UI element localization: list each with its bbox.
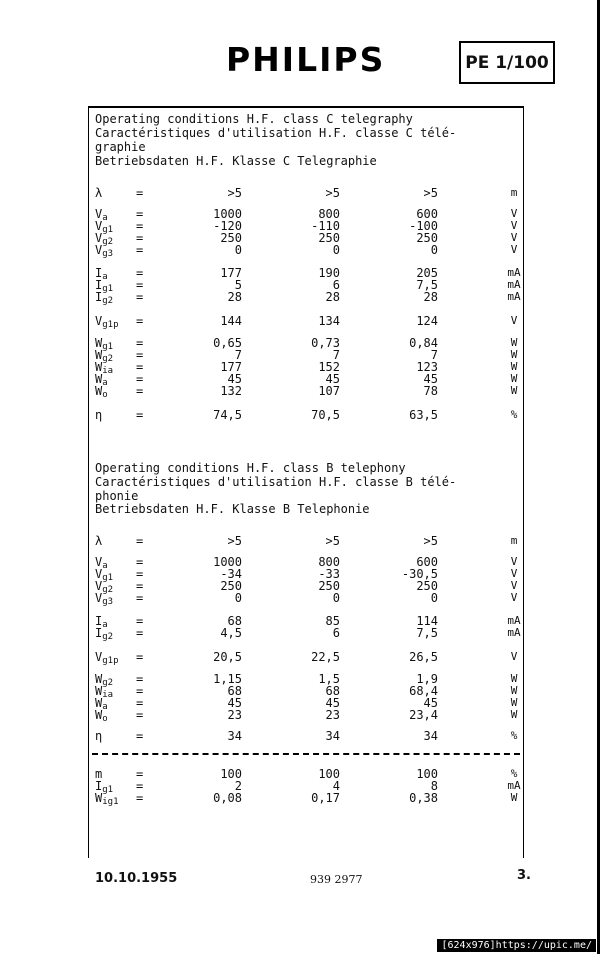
row-value-col2: 1,5 <box>318 672 340 686</box>
row-value-col2: 800 <box>318 207 340 221</box>
row-value-col2: 250 <box>318 579 340 593</box>
row-value-col3: 34 <box>423 729 438 743</box>
row-value-col1: >5 <box>227 534 242 548</box>
row-value-col1: 1000 <box>213 555 242 569</box>
symbol-letter: I <box>95 278 103 292</box>
row-equals: = <box>136 650 144 664</box>
row-unit: W <box>510 696 518 709</box>
row-equals: = <box>136 626 144 640</box>
row-unit: m <box>510 534 518 547</box>
symbol-subscript: g2 <box>102 237 114 247</box>
row-value-col3: -100 <box>409 219 438 233</box>
row-value-col1: 0,65 <box>213 336 242 350</box>
row-symbol <box>95 187 102 199</box>
row-unit: W <box>510 384 518 397</box>
row-symbol <box>95 385 108 401</box>
symbol-letter: V <box>95 314 103 328</box>
row-equals: = <box>136 348 144 362</box>
row-value-col1: 132 <box>220 384 242 398</box>
symbol-letter: I <box>95 266 103 280</box>
row-value-col3: -30,5 <box>401 567 438 581</box>
symbol-subscript: g2 <box>102 585 114 595</box>
row-value-col1: 2 <box>234 779 242 793</box>
heading-c-line-4: Betriebsdaten H.F. Klasse C Telegraphie <box>95 154 377 168</box>
row-value-col1: 0 <box>234 243 242 257</box>
symbol-letter: I <box>95 779 103 793</box>
row-value-col1: 0,08 <box>213 791 242 805</box>
row-value-col1: 250 <box>220 231 242 245</box>
row-unit: mA <box>507 626 521 639</box>
row-value-col3: 114 <box>416 614 438 628</box>
row-value-col3: 250 <box>416 579 438 593</box>
row-unit: V <box>510 591 518 604</box>
row-unit: % <box>510 408 518 421</box>
footer-page-number: 3. <box>517 868 531 883</box>
row-value-col1: -120 <box>213 219 242 233</box>
symbol-subscript: a <box>102 378 108 388</box>
row-value-col1: 250 <box>220 579 242 593</box>
row-value-col2: 100 <box>318 767 340 781</box>
row-value-col3: 0,84 <box>409 336 438 350</box>
row-symbol <box>95 651 119 667</box>
row-value-col3: 28 <box>423 290 438 304</box>
heading-b-line-1: Operating conditions H.F. class B telephony <box>95 461 406 475</box>
brand-logo: PHILIPS <box>226 40 386 79</box>
symbol-subscript: g2 <box>102 632 114 642</box>
row-equals: = <box>136 243 144 257</box>
row-equals: = <box>136 336 144 350</box>
symbol-subscript: o <box>102 714 108 724</box>
row-equals: = <box>136 729 144 743</box>
row-value-col3: 23,4 <box>409 708 438 722</box>
row-value-col1: 100 <box>220 767 242 781</box>
row-value-col3: 7 <box>430 348 438 362</box>
row-value-col3: 600 <box>416 555 438 569</box>
symbol-subscript: g1 <box>102 284 114 294</box>
symbol-letter: V <box>95 591 103 605</box>
row-value-col2: 250 <box>318 231 340 245</box>
row-value-col1: 74,5 <box>213 408 242 422</box>
row-equals: = <box>136 290 144 304</box>
row-unit: W <box>510 336 518 349</box>
symbol-subscript: a <box>102 272 108 282</box>
row-unit: V <box>510 231 518 244</box>
row-value-col2: 45 <box>325 372 340 386</box>
row-symbol <box>95 792 119 808</box>
row-value-col2: 152 <box>318 360 340 374</box>
row-value-col3: 26,5 <box>409 650 438 664</box>
symbol-letter: W <box>95 696 103 710</box>
row-equals: = <box>136 591 144 605</box>
symbol-letter: λ <box>95 534 103 548</box>
symbol-subscript: g1 <box>102 225 114 235</box>
row-equals: = <box>136 767 144 781</box>
symbol-letter: W <box>95 336 103 350</box>
row-value-col2: 4 <box>332 779 340 793</box>
row-value-col1: 23 <box>227 708 242 722</box>
row-value-col2: 70,5 <box>311 408 340 422</box>
row-unit: V <box>510 207 518 220</box>
row-equals: = <box>136 314 144 328</box>
symbol-letter: I <box>95 626 103 640</box>
row-unit: mA <box>507 614 521 627</box>
symbol-letter: W <box>95 348 103 362</box>
row-unit: mA <box>507 266 521 279</box>
row-value-col1: -34 <box>220 567 242 581</box>
row-value-col3: 250 <box>416 231 438 245</box>
row-equals: = <box>136 360 144 374</box>
row-value-col3: 0,38 <box>409 791 438 805</box>
row-value-col2: 0 <box>332 591 340 605</box>
symbol-subscript: ia <box>102 690 114 700</box>
row-value-col3: 100 <box>416 767 438 781</box>
row-unit: mA <box>507 278 521 291</box>
symbol-letter: η <box>95 729 103 743</box>
symbol-subscript: g1 <box>102 785 114 795</box>
row-value-col3: 7,5 <box>416 626 438 640</box>
row-equals: = <box>136 231 144 245</box>
row-value-col2: -33 <box>318 567 340 581</box>
heading-b-line-3: phonie <box>95 489 139 503</box>
footer-date: 10.10.1955 <box>95 871 178 886</box>
symbol-subscript: g2 <box>102 296 114 306</box>
row-symbol <box>95 535 102 547</box>
row-value-col3: 45 <box>423 372 438 386</box>
symbol-letter: V <box>95 650 103 664</box>
row-value-col3: 123 <box>416 360 438 374</box>
row-value-col1: 1000 <box>213 207 242 221</box>
row-value-col2: >5 <box>325 534 340 548</box>
row-unit: V <box>510 219 518 232</box>
row-equals: = <box>136 372 144 386</box>
row-value-col1: 68 <box>227 684 242 698</box>
row-equals: = <box>136 779 144 793</box>
symbol-letter: V <box>95 219 103 233</box>
row-unit: W <box>510 791 518 804</box>
row-value-col2: 7 <box>332 348 340 362</box>
row-value-col1: 1,15 <box>213 672 242 686</box>
row-value-col1: 4,5 <box>220 626 242 640</box>
row-value-col1: 20,5 <box>213 650 242 664</box>
symbol-subscript: g3 <box>102 597 114 607</box>
symbol-subscript: g2 <box>102 678 114 688</box>
row-symbol <box>95 291 113 307</box>
row-value-col2: 6 <box>332 278 340 292</box>
row-equals: = <box>136 696 144 710</box>
row-unit: V <box>510 650 518 663</box>
row-equals: = <box>136 278 144 292</box>
row-unit: m <box>510 186 518 199</box>
symbol-letter: I <box>95 290 103 304</box>
row-unit: mA <box>507 290 521 303</box>
row-value-col1: 34 <box>227 729 242 743</box>
row-value-col1: 68 <box>227 614 242 628</box>
symbol-letter: W <box>95 372 103 386</box>
row-value-col3: 600 <box>416 207 438 221</box>
document-code: PE 1/100 <box>459 41 555 84</box>
upload-stamp: [624x976]https://upic.me/ <box>437 939 596 952</box>
row-value-col3: 1,9 <box>416 672 438 686</box>
symbol-letter: V <box>95 555 103 569</box>
symbol-letter: V <box>95 207 103 221</box>
symbol-letter: V <box>95 567 103 581</box>
row-unit: V <box>510 314 518 327</box>
row-value-col2: 190 <box>318 266 340 280</box>
symbol-letter: W <box>95 708 103 722</box>
row-value-col2: 22,5 <box>311 650 340 664</box>
row-value-col1: 45 <box>227 696 242 710</box>
row-equals: = <box>136 708 144 722</box>
row-unit: % <box>510 729 518 742</box>
row-equals: = <box>136 266 144 280</box>
row-value-col2: 107 <box>318 384 340 398</box>
row-equals: = <box>136 384 144 398</box>
symbol-letter: W <box>95 360 103 374</box>
dashed-separator <box>92 753 520 755</box>
row-value-col1: 177 <box>220 266 242 280</box>
row-value-col1: 28 <box>227 290 242 304</box>
row-value-col1: 7 <box>234 348 242 362</box>
row-value-col3: 124 <box>416 314 438 328</box>
row-value-col2: 134 <box>318 314 340 328</box>
symbol-subscript: g1 <box>102 342 114 352</box>
row-equals: = <box>136 534 144 548</box>
row-value-col3: 68,4 <box>409 684 438 698</box>
row-equals: = <box>136 207 144 221</box>
symbol-letter: W <box>95 672 103 686</box>
symbol-subscript: g3 <box>102 249 114 259</box>
row-unit: W <box>510 672 518 685</box>
heading-c-line-3: graphie <box>95 140 146 154</box>
symbol-subscript: a <box>102 561 108 571</box>
symbol-subscript: o <box>102 390 108 400</box>
row-value-col3: >5 <box>423 186 438 200</box>
symbol-subscript: g1p <box>102 656 119 666</box>
row-equals: = <box>136 614 144 628</box>
row-value-col1: 5 <box>234 278 242 292</box>
row-equals: = <box>136 791 144 805</box>
row-value-col1: 0 <box>234 591 242 605</box>
row-unit: W <box>510 360 518 373</box>
row-unit: V <box>510 243 518 256</box>
row-value-col2: 23 <box>325 708 340 722</box>
row-value-col3: 45 <box>423 696 438 710</box>
symbol-letter: W <box>95 791 103 805</box>
row-symbol <box>95 315 119 331</box>
row-value-col2: 0,73 <box>311 336 340 350</box>
row-value-col2: 6 <box>332 626 340 640</box>
row-unit: V <box>510 555 518 568</box>
row-value-col1: 45 <box>227 372 242 386</box>
row-equals: = <box>136 579 144 593</box>
symbol-subscript: ig1 <box>102 797 119 807</box>
row-unit: W <box>510 684 518 697</box>
symbol-letter: V <box>95 579 103 593</box>
row-value-col2: -110 <box>311 219 340 233</box>
row-equals: = <box>136 672 144 686</box>
symbol-letter: λ <box>95 186 103 200</box>
row-value-col3: 63,5 <box>409 408 438 422</box>
symbol-letter: η <box>95 408 103 422</box>
row-value-col3: 0 <box>430 243 438 257</box>
row-unit: V <box>510 567 518 580</box>
row-value-col2: 34 <box>325 729 340 743</box>
row-value-col1: 177 <box>220 360 242 374</box>
row-value-col3: 8 <box>430 779 438 793</box>
row-unit: mA <box>507 779 521 792</box>
symbol-subscript: g2 <box>102 354 114 364</box>
row-equals: = <box>136 555 144 569</box>
heading-c-line-1: Operating conditions H.F. class C telegraphy <box>95 112 413 126</box>
row-value-col3: 78 <box>423 384 438 398</box>
row-equals: = <box>136 186 144 200</box>
row-symbol <box>95 730 102 742</box>
row-value-col1: >5 <box>227 186 242 200</box>
symbol-subscript: g1 <box>102 573 114 583</box>
row-value-col2: 0,17 <box>311 791 340 805</box>
row-unit: W <box>510 708 518 721</box>
symbol-letter: m <box>95 767 103 781</box>
row-unit: V <box>510 579 518 592</box>
row-unit: W <box>510 372 518 385</box>
symbol-letter: W <box>95 384 103 398</box>
row-value-col1: 144 <box>220 314 242 328</box>
row-value-col2: >5 <box>325 186 340 200</box>
row-value-col3: 205 <box>416 266 438 280</box>
row-value-col3: >5 <box>423 534 438 548</box>
symbol-subscript: a <box>102 213 108 223</box>
row-equals: = <box>136 408 144 422</box>
symbol-letter: V <box>95 243 103 257</box>
row-equals: = <box>136 684 144 698</box>
row-value-col2: 85 <box>325 614 340 628</box>
symbol-letter: V <box>95 231 103 245</box>
row-unit: % <box>510 767 518 780</box>
heading-c-line-2: Caractéristiques d'utilisation H.F. classe C télé- <box>95 126 457 140</box>
symbol-subscript: g1p <box>102 320 119 330</box>
row-symbol <box>95 709 108 725</box>
footer-doc-number: 939 2977 <box>310 873 363 886</box>
symbol-letter: W <box>95 684 103 698</box>
row-symbol <box>95 627 113 643</box>
heading-b-line-2: Caractéristiques d'utilisation H.F. classe B télé- <box>95 475 457 489</box>
symbol-subscript: ia <box>102 366 114 376</box>
row-value-col2: 45 <box>325 696 340 710</box>
row-symbol <box>95 244 113 260</box>
heading-b-line-4: Betriebsdaten H.F. Klasse B Telephonie <box>95 502 370 516</box>
row-value-col2: 0 <box>332 243 340 257</box>
row-value-col3: 7,5 <box>416 278 438 292</box>
row-unit: W <box>510 348 518 361</box>
row-value-col3: 0 <box>430 591 438 605</box>
symbol-subscript: a <box>102 702 108 712</box>
row-symbol <box>95 592 113 608</box>
row-value-col2: 28 <box>325 290 340 304</box>
row-equals: = <box>136 219 144 233</box>
symbol-letter: I <box>95 614 103 628</box>
row-value-col2: 800 <box>318 555 340 569</box>
row-symbol <box>95 409 102 421</box>
symbol-subscript: a <box>102 620 108 630</box>
row-value-col2: 68 <box>325 684 340 698</box>
row-equals: = <box>136 567 144 581</box>
